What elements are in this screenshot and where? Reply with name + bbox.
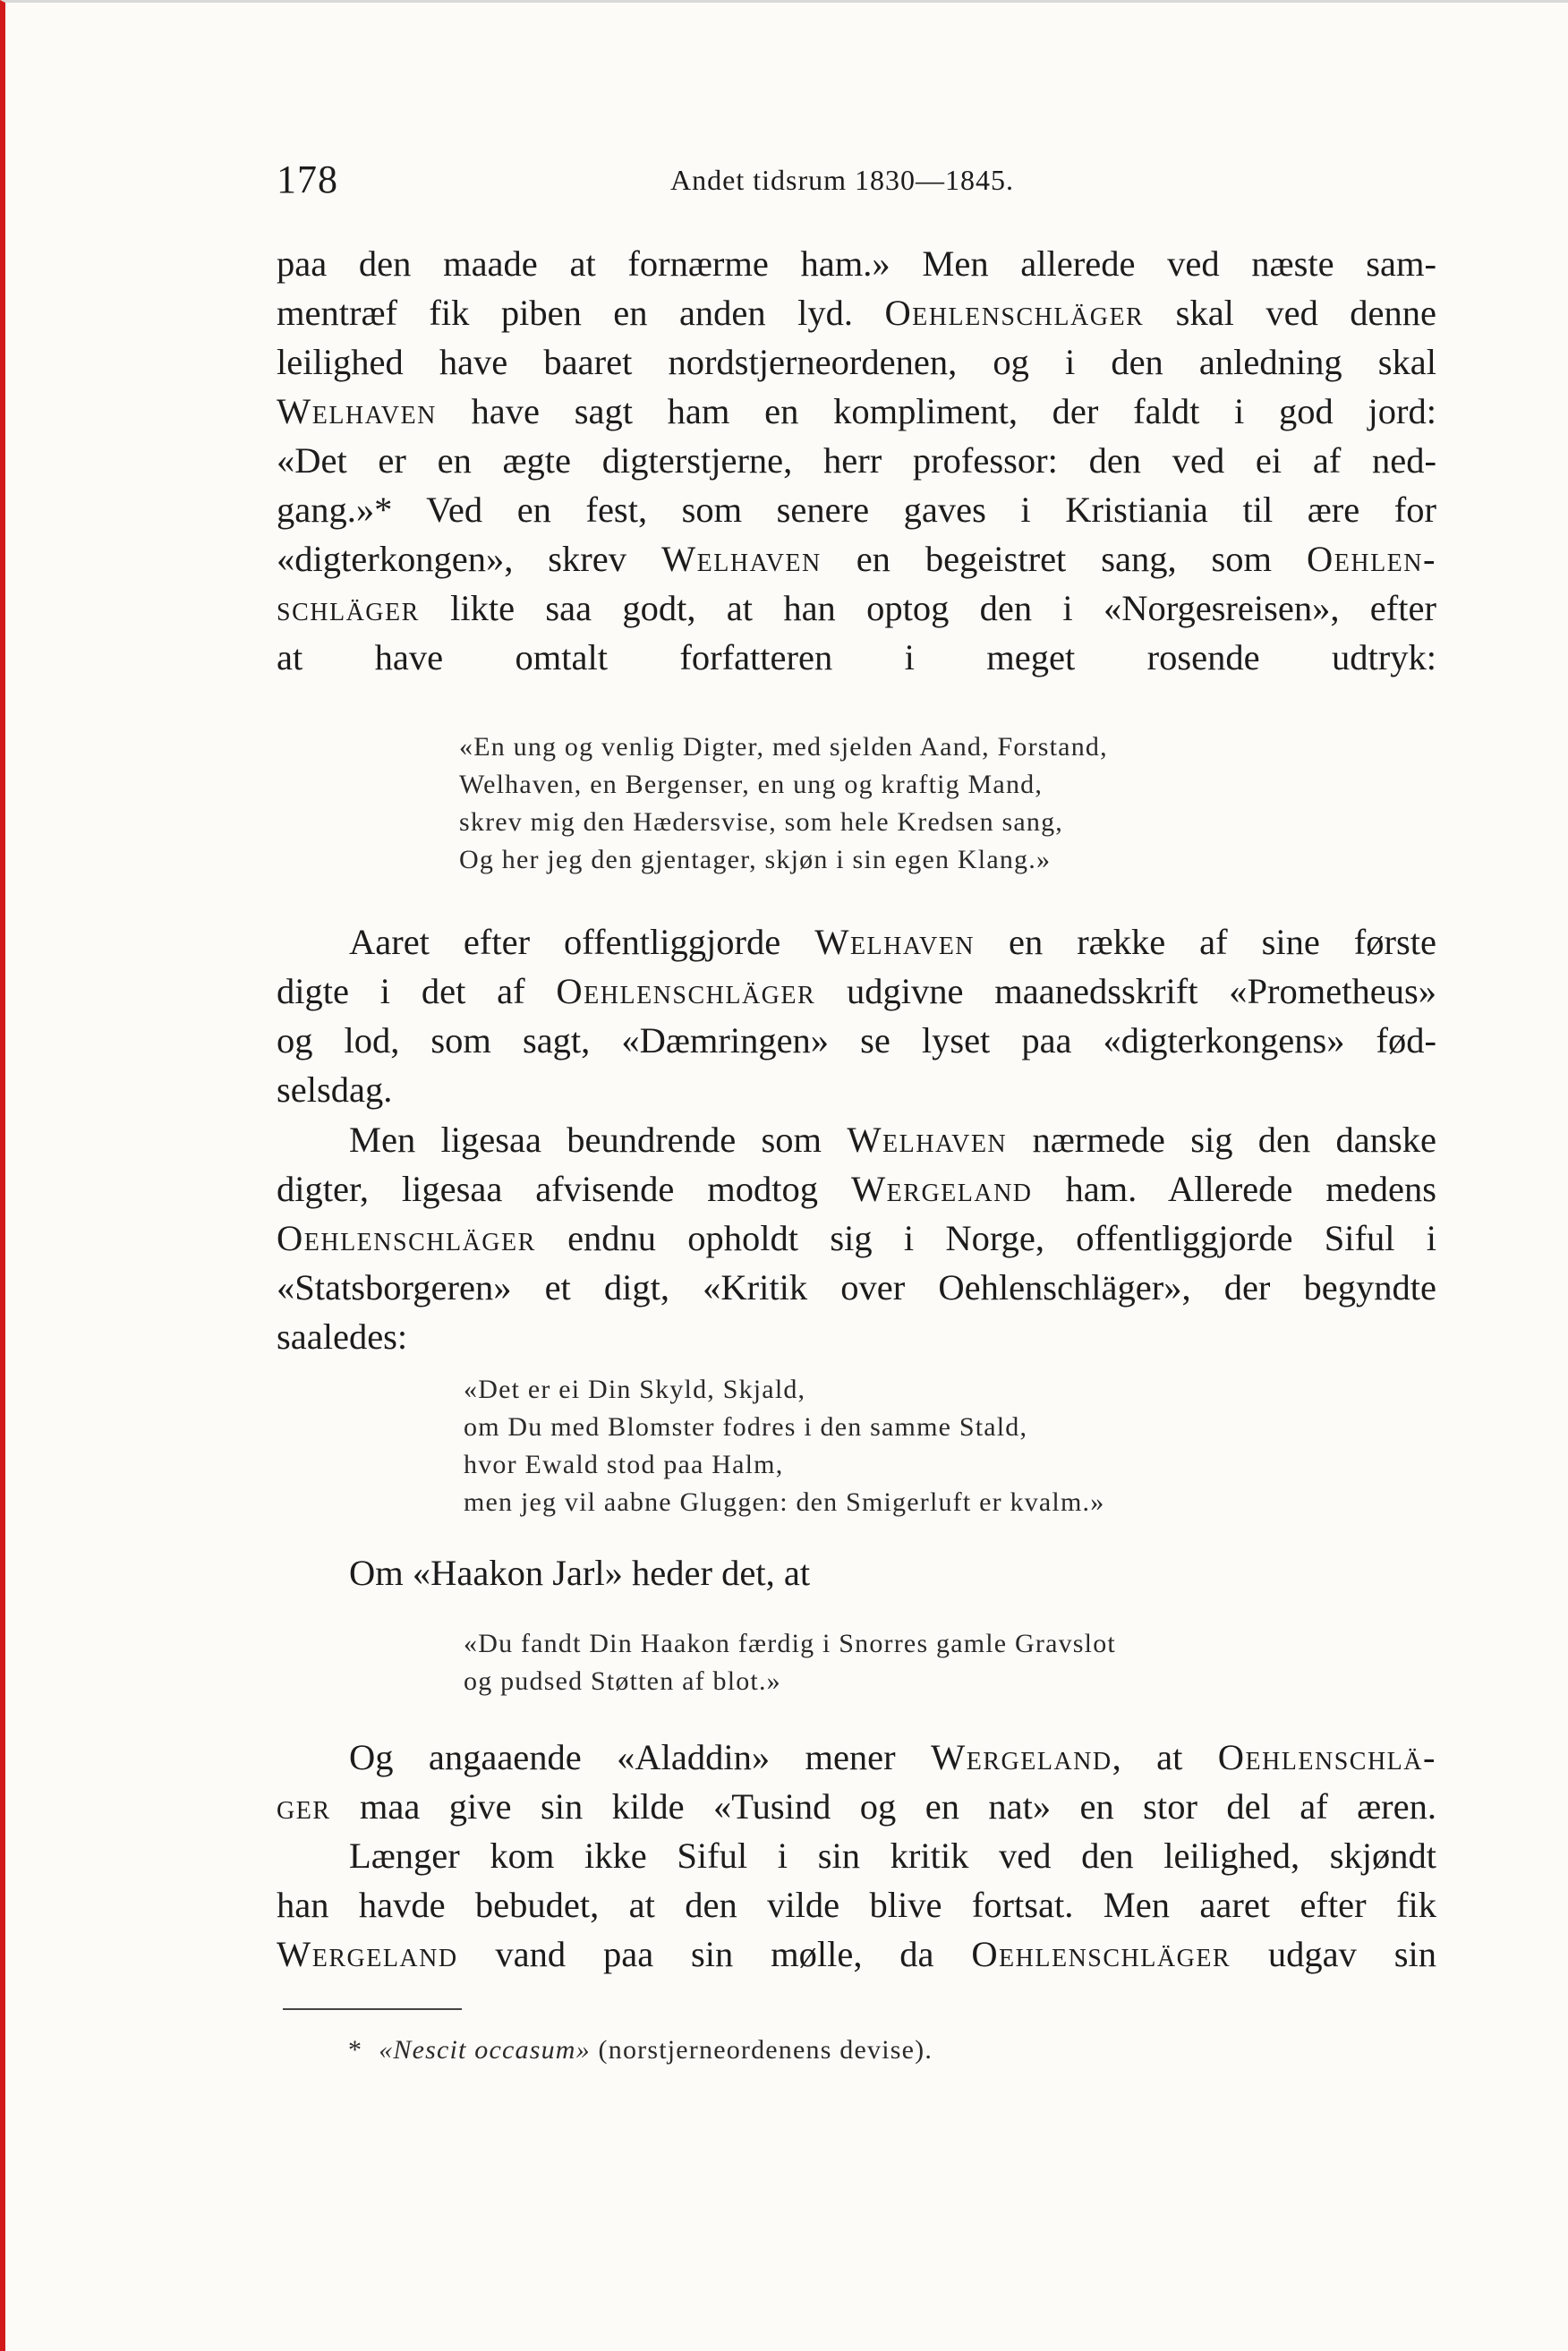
small-caps-name: Welhaven xyxy=(277,391,437,431)
verse-line: Welhaven, en Bergenser, en ung og kraftig Mand, xyxy=(459,770,1044,799)
small-caps-name: Wergeland xyxy=(277,1934,458,1974)
page-number: 178 xyxy=(277,158,338,201)
text-line: «Statsborgeren» et digt, «Kritik over Oehlenschläger», der begyndte xyxy=(277,1267,1436,1308)
paragraph-3 xyxy=(277,1115,1436,1361)
text-line: leilighed have baaret nordstjerneordenen, og i den anledning skal xyxy=(277,342,1436,382)
text-line: at have omtalt forfatteren i meget rosende udtryk: xyxy=(277,637,1436,677)
text-line: «digterkongen», skrev Welhaven en begeistret sang, som Oehlen- xyxy=(277,539,1436,579)
verse-quote-3 xyxy=(464,1625,1116,1700)
text-line: Men ligesaa beundrende som Welhaven nærmede sig den danske xyxy=(277,1120,1437,1160)
text-line: Wergeland vand paa sin mølle, da Oehlenschläger udgav sin xyxy=(277,1934,1436,1974)
verse-line: «Det er ei Din Skyld, Skjald, xyxy=(464,1375,806,1404)
footnote-latin-motto: «Nescit occasum» xyxy=(379,2035,591,2065)
text-line: schläger likte saa godt, at han optog den i «Norgesreisen», efter xyxy=(277,588,1436,628)
footnote-marker: * xyxy=(348,2035,363,2065)
text-line: Og angaaende «Aladdin» mener Wergeland, at Oehlenschlä- xyxy=(277,1737,1436,1777)
small-caps-name: Oehlen- xyxy=(1307,539,1436,579)
small-caps-name: Welhaven xyxy=(660,539,822,579)
text-line: han havde bebudet, at den vilde blive fortsat. Men aaret efter fik xyxy=(277,1885,1436,1925)
paragraph-1 xyxy=(277,239,1436,682)
small-caps-name: Oehlenschläger xyxy=(277,1218,536,1258)
verse-line: hvor Ewald stod paa Halm, xyxy=(464,1450,784,1479)
footnote-rule xyxy=(283,2008,462,2010)
text-line: Længer kom ikke Siful i sin kritik ved den leilighed, skjøndt xyxy=(277,1836,1436,1876)
verse-line: men jeg vil aabne Gluggen: den Smigerluft er kvalm.» xyxy=(464,1487,1105,1517)
footnote-text: (norstjerneordenens devise). xyxy=(590,2035,933,2065)
text-line: paa den maade at fornærme ham.» Men allerede ved næste sam- xyxy=(277,243,1436,284)
page-header xyxy=(277,157,1436,201)
text-line: Aaret efter offentliggjorde Welhaven en række af sine første xyxy=(277,922,1436,962)
text-line: gang.»* Ved en fest, som senere gaves i Kristiania til ære for xyxy=(277,490,1436,530)
text-line: digte i det af Oehlenschläger udgivne maanedsskrift «Prometheus» xyxy=(277,971,1436,1011)
text-line: selsdag. xyxy=(277,1069,393,1110)
paragraph-6 xyxy=(277,1831,1436,1979)
text-line: mentræf fik piben en anden lyd. Oehlenschläger skal ved denne xyxy=(277,293,1436,333)
small-caps-name: Wergeland xyxy=(931,1737,1112,1777)
verse-line: og pudsed Støtten af blot.» xyxy=(464,1666,781,1696)
verse-line: om Du med Blomster fodres i den samme Stald, xyxy=(464,1412,1028,1442)
verse-line: Og her jeg den gjentager, skjøn i sin egen Klang.» xyxy=(459,845,1052,874)
small-caps-name: Welhaven xyxy=(847,1120,1008,1160)
small-caps-name: ger xyxy=(277,1786,331,1827)
paragraph-5 xyxy=(277,1733,1436,1831)
verse-line: «En ung og venlig Digter, med sjelden Aand, Forstand, xyxy=(459,732,1108,762)
small-caps-name: Oehlenschläger xyxy=(884,293,1145,333)
text-line: Om «Haakon Jarl» heder det, at xyxy=(277,1553,811,1593)
text-line: digter, ligesaa afvisende modtog Wergeland ham. Allerede medens xyxy=(277,1169,1436,1209)
text-line: og lod, som sagt, «Dæmringen» se lyset paa «digterkongens» fød- xyxy=(277,1020,1436,1061)
paragraph-4 xyxy=(277,1548,1436,1597)
text-line: ger maa give sin kilde «Tusind og en nat» en stor del af æren. xyxy=(277,1786,1436,1827)
verse-quote-2 xyxy=(464,1371,1104,1521)
small-caps-name: Oehlenschläger xyxy=(971,1934,1231,1974)
paragraph-2 xyxy=(277,917,1436,1114)
text-line: Welhaven have sagt ham en kompliment, der faldt i god jord: xyxy=(277,391,1436,431)
small-caps-name: Welhaven xyxy=(814,922,976,962)
small-caps-name: schläger xyxy=(277,588,420,628)
small-caps-name: Oehlenschlä- xyxy=(1217,1737,1436,1777)
text-line: «Det er en ægte digterstjerne, herr professor: den ved ei af ned- xyxy=(277,440,1436,481)
running-head: Andet tidsrum 1830—1845. xyxy=(670,164,1014,196)
small-caps-name: Wergeland xyxy=(850,1169,1033,1209)
footnote xyxy=(348,2035,933,2066)
text-line: saaledes: xyxy=(277,1316,408,1357)
verse-line: skrev mig den Hædersvise, som hele Kredsen sang, xyxy=(459,807,1063,837)
text-line: Oehlenschläger endnu opholdt sig i Norge, offentliggjorde Siful i xyxy=(277,1218,1436,1258)
verse-line: «Du fandt Din Haakon færdig i Snorres gamle Gravslot xyxy=(464,1629,1116,1658)
small-caps-name: Oehlenschläger xyxy=(556,971,816,1011)
verse-quote-1 xyxy=(459,728,1108,879)
